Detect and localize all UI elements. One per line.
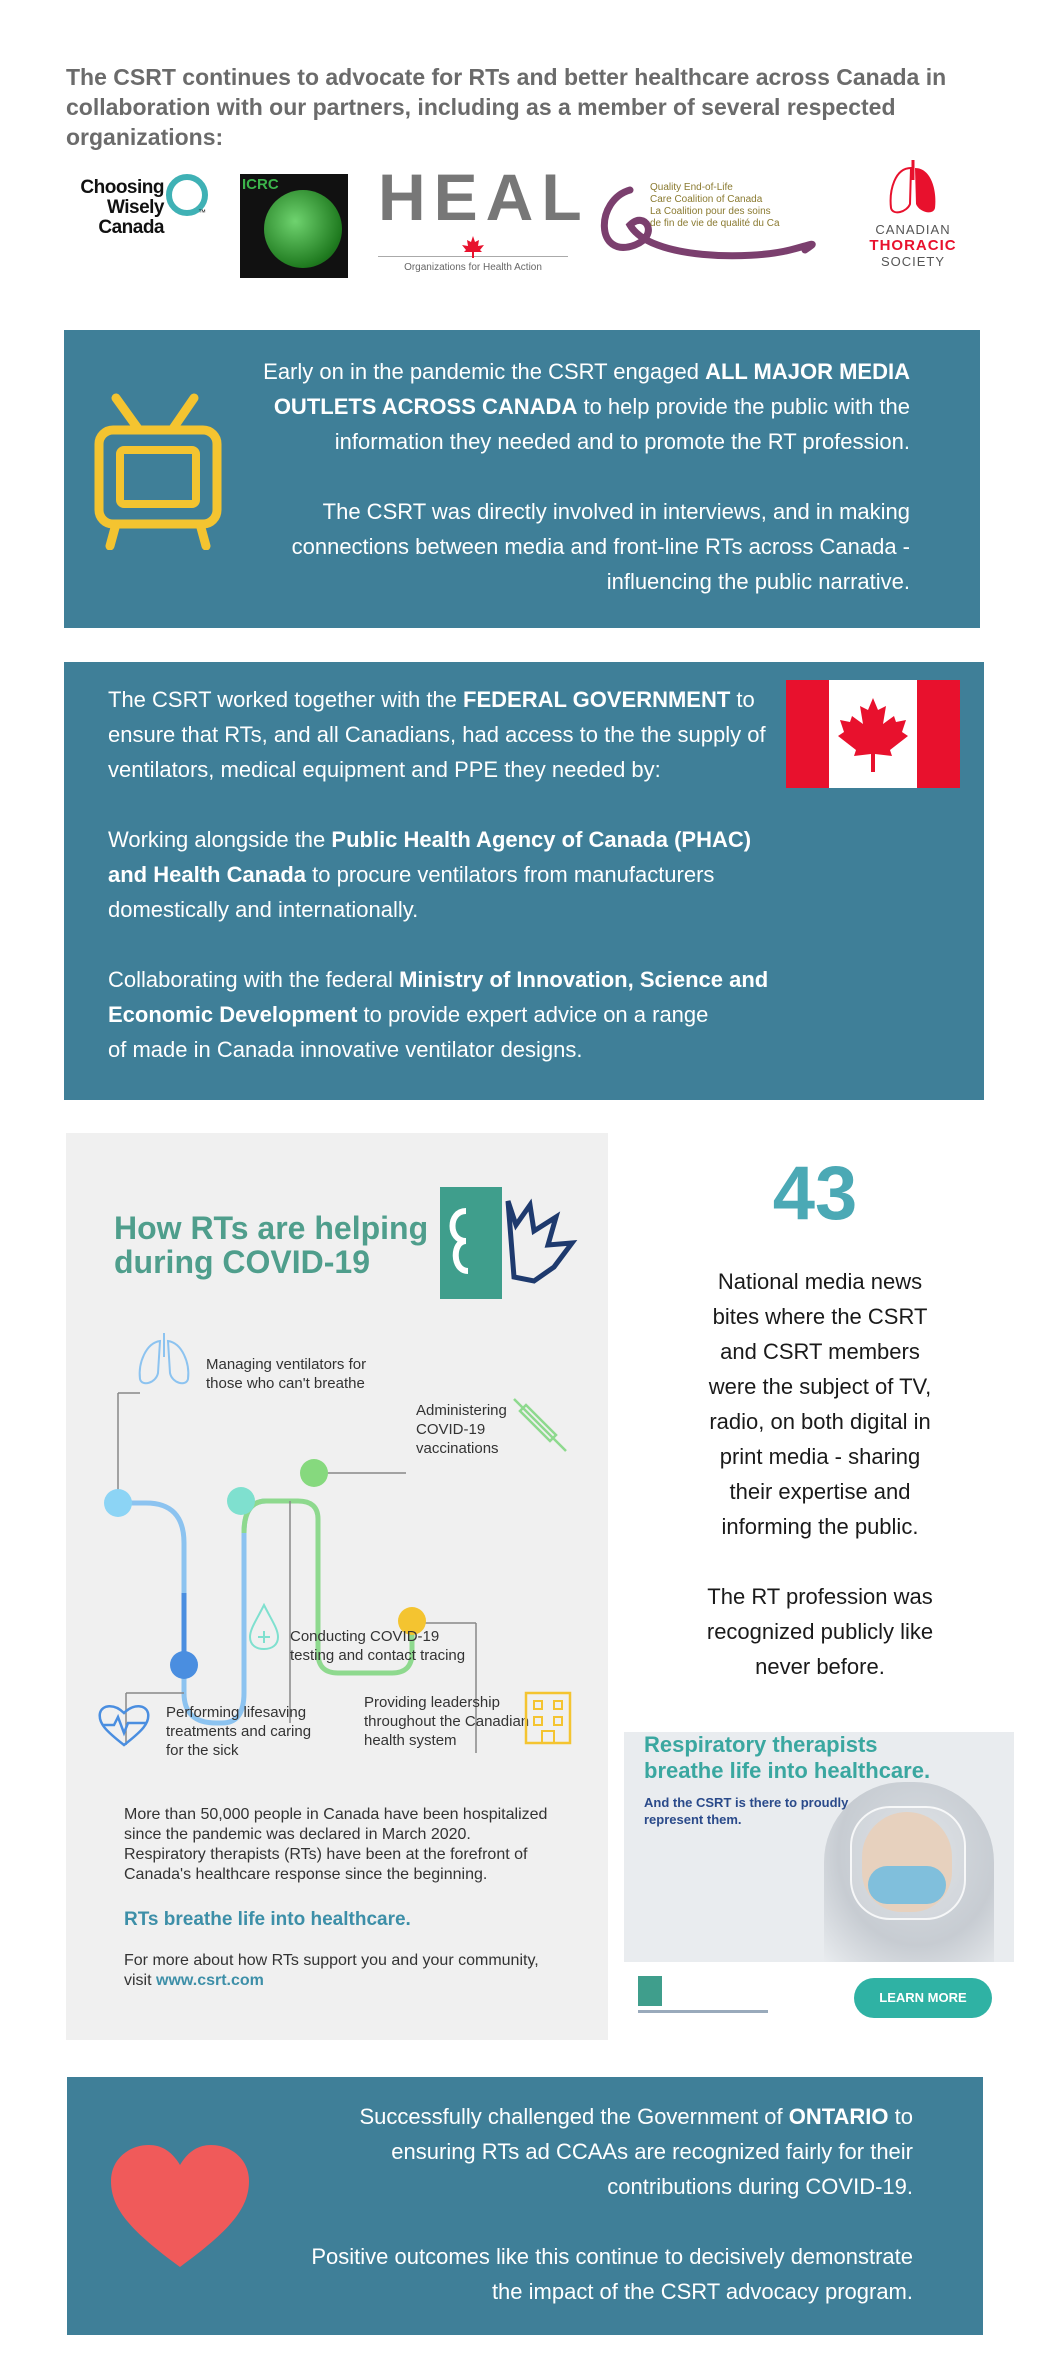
- intro-line-2: collaboration with our partners, including as a member of several respected organizations:: [66, 94, 896, 150]
- syringe-icon: [506, 1391, 570, 1455]
- emphasis: Economic Development: [108, 1002, 358, 1027]
- emphasis: ALL MAJOR MEDIA: [705, 359, 910, 384]
- text: The CSRT worked together with the: [108, 687, 464, 712]
- text: radio, on both digital in: [709, 1409, 931, 1434]
- ontario-line: Positive outcomes like this continue to decisively demonstrate: [311, 2244, 913, 2269]
- emphasis: ONTARIO: [788, 2104, 889, 2129]
- ontario-line: contributions during COVID-19.: [607, 2174, 913, 2199]
- text: Canada's healthcare response since the beginning.: [124, 1866, 488, 1883]
- text: to procure ventilators from manufacturers: [306, 862, 715, 887]
- media-line: information they needed and to promote the RT profession.: [334, 429, 910, 454]
- media-line: The CSRT was directly involved in interviews, and in making: [322, 499, 910, 524]
- text: were the subject of TV,: [708, 1374, 932, 1399]
- node: [227, 1487, 255, 1515]
- emphasis: Ministry of Innovation, Science and: [399, 967, 769, 992]
- ad-headline: breathe life into healthcare.: [644, 1758, 931, 1783]
- infographic-body: [124, 1805, 584, 1885]
- text: and CSRT members: [720, 1339, 920, 1364]
- text: Conducting COVID-19: [290, 1628, 440, 1645]
- text: health system: [364, 1732, 457, 1749]
- text: throughout the Canadian: [364, 1713, 530, 1730]
- text: those who can't breathe: [206, 1375, 365, 1392]
- item-ventilators: [206, 1355, 366, 1393]
- gov-line: [108, 857, 808, 892]
- face-shield: [850, 1806, 966, 1920]
- text: Providing leadership: [364, 1694, 500, 1711]
- text: never before.: [755, 1654, 885, 1679]
- text: Performing lifesaving: [166, 1704, 307, 1721]
- maple-leaf-icon: [461, 236, 485, 258]
- logo-text: La Coalition pour des soins: [650, 206, 771, 217]
- ad-subheadline: represent them.: [644, 1812, 742, 1827]
- respiratory-therapist-photo: [824, 1782, 994, 1962]
- gov-line: of made in Canada innovative ventilator designs.: [108, 1037, 583, 1062]
- text: testing and contact tracing: [290, 1647, 466, 1664]
- canada-flag-icon: [786, 680, 960, 788]
- emphasis: Public Health Agency of Canada (PHAC): [331, 827, 752, 852]
- globe-icon: [264, 190, 342, 268]
- lungs-icon: [883, 160, 943, 218]
- emphasis: FEDERAL GOVERNMENT: [463, 687, 731, 712]
- rt-campaign-ad[interactable]: [624, 1732, 1014, 2040]
- ontario-advocacy-panel: [67, 2077, 983, 2335]
- media-bites-count: 43: [772, 1151, 858, 1236]
- csrt-website-link[interactable]: www.csrt.com: [156, 1972, 264, 1989]
- csrt-logo-icon: [438, 1181, 578, 1305]
- trademark: ™: [198, 208, 206, 217]
- lungs-icon: [134, 1333, 194, 1389]
- infographic-card: [66, 1133, 608, 2040]
- gov-line: ventilators, medical equipment and PPE they needed by:: [108, 757, 661, 782]
- media-line: [224, 389, 910, 424]
- choosing-wisely-logo[interactable]: [54, 178, 214, 268]
- item-vaccinations: [416, 1401, 507, 1458]
- node: [104, 1489, 132, 1517]
- text: print media - sharing: [719, 1444, 921, 1469]
- gov-line: [108, 997, 808, 1032]
- text: vaccinations: [416, 1440, 499, 1457]
- text: Collaborating with the federal: [108, 967, 400, 992]
- gov-line: [108, 682, 808, 717]
- logo-text: HEAL: [378, 160, 590, 234]
- ontario-line: ensuring RTs ad CCAAs are recognized fairly for their: [391, 2139, 913, 2164]
- infographic-more: [124, 1951, 584, 1991]
- learn-more-button[interactable]: LEARN MORE: [854, 1978, 992, 2018]
- logo-text: ICRC: [242, 176, 279, 193]
- federal-government-panel: [64, 662, 984, 1100]
- ontario-line: the impact of the CSRT advocacy program.: [491, 2279, 913, 2304]
- infographic-title-2: during COVID-19: [114, 1244, 371, 1280]
- icrc-logo[interactable]: [240, 174, 348, 278]
- text: More than 50,000 people in Canada have been hospitalized: [124, 1806, 548, 1823]
- text: Working alongside the: [108, 827, 332, 852]
- emphasis: OUTLETS ACROSS CANADA: [273, 394, 578, 419]
- text: visit: [124, 1972, 156, 1989]
- text: COVID-19: [416, 1421, 486, 1438]
- text: to provide expert advice on a range: [357, 1002, 709, 1027]
- qelccc-logo[interactable]: [590, 180, 830, 276]
- logo-text: Care Coalition of Canada: [650, 194, 763, 205]
- ad-subheadline: And the CSRT is there to proudly: [644, 1795, 849, 1810]
- ontario-line: [227, 2099, 913, 2134]
- logo-text: Quality End-of-Life: [650, 182, 733, 193]
- text: for the sick: [166, 1742, 239, 1759]
- node: [170, 1651, 198, 1679]
- partner-logos: [40, 150, 1000, 290]
- text: informing the public.: [721, 1514, 919, 1539]
- emphasis: and Health Canada: [108, 862, 307, 887]
- text: The RT profession was: [707, 1584, 933, 1609]
- text: bites where the CSRT: [712, 1304, 928, 1329]
- item-testing: [290, 1627, 465, 1665]
- text: to: [888, 2104, 913, 2129]
- media-line: [224, 354, 910, 389]
- text: to help provide the public with the: [577, 394, 910, 419]
- media-bites-description: [670, 1264, 970, 1684]
- heal-logo[interactable]: [378, 160, 590, 274]
- gov-line: [108, 962, 808, 997]
- node: [300, 1459, 328, 1487]
- cts-logo[interactable]: [848, 160, 978, 280]
- gov-line: domestically and internationally.: [108, 897, 419, 922]
- text: their expertise and: [729, 1479, 911, 1504]
- text: Managing ventilators for: [206, 1356, 367, 1373]
- media-outreach-panel: [64, 330, 980, 628]
- text: since the pandemic was declared in March 2020.: [124, 1826, 471, 1843]
- logo-caption-line: [638, 2010, 768, 2013]
- gov-line: [108, 822, 808, 857]
- text: recognized publicly like: [706, 1619, 934, 1644]
- television-icon: [94, 390, 224, 550]
- intro-line-1: The CSRT continues to advocate for RTs and better healthcare across Canada in: [66, 64, 947, 90]
- logo-text: Canada: [98, 217, 164, 238]
- gov-line: ensure that RTs, and all Canadians, had access to the the supply of: [108, 722, 766, 747]
- text: Early on in the pandemic the CSRT engaged: [263, 359, 706, 384]
- logo-subtitle: Organizations for Health Action: [404, 262, 542, 273]
- text: to: [730, 687, 755, 712]
- text: Administering: [416, 1402, 507, 1419]
- text: National media news: [717, 1269, 923, 1294]
- media-line: connections between media and front-line RTs across Canada -: [291, 534, 910, 559]
- text: [124, 1971, 584, 1991]
- heart-pulse-icon: [96, 1701, 152, 1749]
- item-treatments: [166, 1703, 311, 1760]
- infographic-title-1: How RTs are helping: [114, 1210, 429, 1246]
- logo-text: CANADIAN: [875, 222, 951, 237]
- text: treatments and caring: [166, 1723, 312, 1740]
- infographic-tagline: RTs breathe life into healthcare.: [124, 1909, 411, 1930]
- ad-headline: Respiratory therapists: [644, 1732, 878, 1757]
- text: For more about how RTs support you and your community,: [124, 1952, 539, 1969]
- hospital-building-icon: [522, 1689, 574, 1747]
- droplet-icon: [246, 1603, 282, 1651]
- text: Respiratory therapists (RTs) have been at the forefront of: [124, 1846, 528, 1863]
- logo-text: THORACIC: [869, 237, 957, 254]
- intro-text: [66, 62, 1026, 152]
- text: Successfully challenged the Government of: [359, 2104, 789, 2129]
- csrt-small-logo-icon: [638, 1976, 662, 2006]
- logo-text: Choosing: [80, 177, 164, 198]
- media-line: influencing the public narrative.: [606, 569, 910, 594]
- logo-text: SOCIETY: [880, 254, 946, 269]
- item-leadership: [364, 1693, 529, 1750]
- logo-text: Wisely: [106, 197, 164, 218]
- logo-text: de fin de vie de qualité du Ca: [650, 218, 780, 229]
